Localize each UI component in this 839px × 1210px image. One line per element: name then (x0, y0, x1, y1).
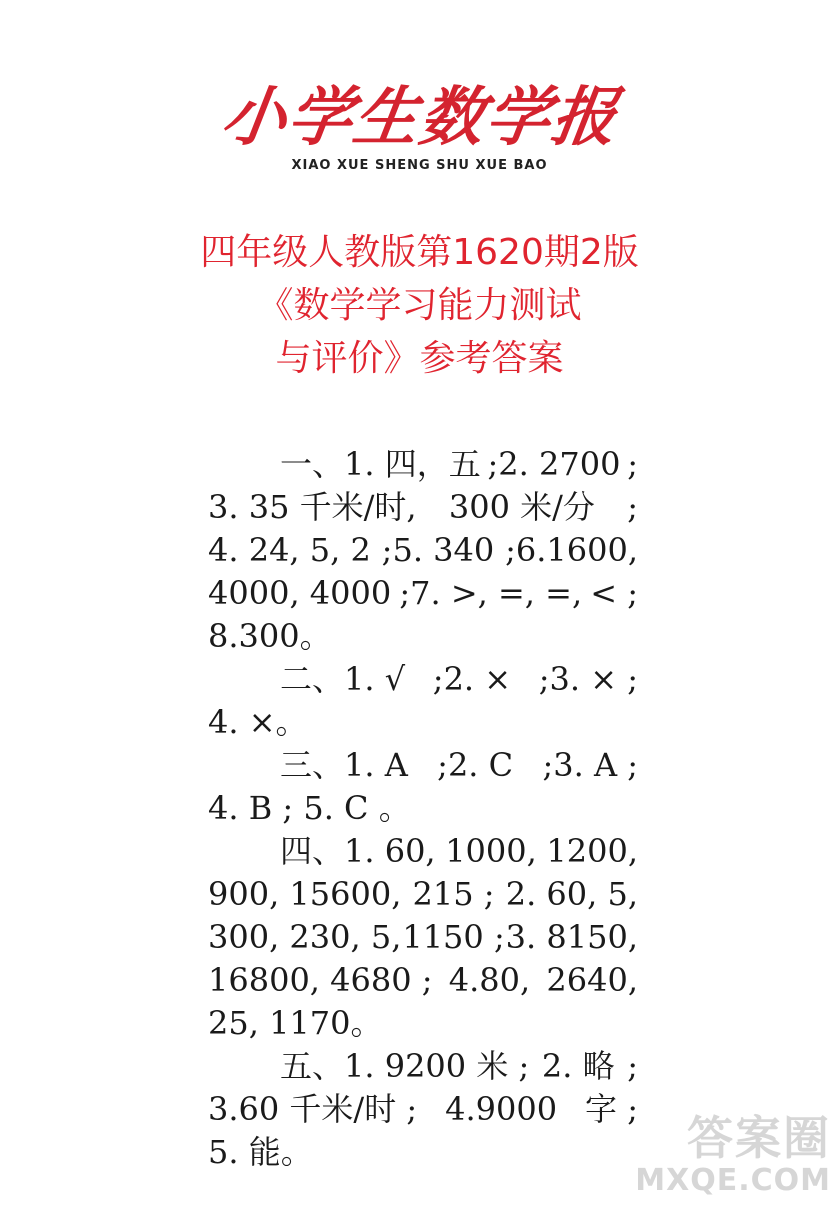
answer-line (208, 1131, 638, 1174)
answer-segment: 2640, (546, 961, 638, 999)
answer-line (208, 615, 638, 658)
answer-line (208, 744, 638, 787)
answer-line (208, 787, 638, 830)
answer-segment: 五、1. 9200 米 ; (280, 1047, 530, 1085)
masthead (0, 82, 839, 174)
answer-segment: 3. 8150, (505, 918, 638, 956)
answer-line (208, 486, 638, 529)
answer-segment: 1150 ; (402, 918, 505, 956)
answer-segment: 2. 略 (541, 1047, 615, 1085)
answer-segment: 8.300。 (208, 617, 332, 655)
answer-segment: 25, 1170。 (208, 1004, 383, 1042)
heading-line-1: 四年级人教版第1620期2版 (200, 232, 639, 273)
answer-line (208, 959, 638, 1002)
answer-segment: ;3. × ; (538, 660, 638, 698)
answer-segment: 4000, 4000 (208, 574, 392, 612)
answer-segment: 4.9000 (445, 1090, 558, 1128)
answer-segment: 2. 60, 5, (505, 875, 638, 913)
answer-segment: ; (627, 445, 638, 483)
answer-line (208, 916, 638, 959)
answer-segment: ;7. >, =, =, (399, 574, 583, 612)
answer-line (208, 572, 638, 615)
answer-segment: 900, 15600, (208, 875, 402, 913)
answer-line (208, 1088, 638, 1131)
answer-segment: 215 ; (412, 875, 495, 913)
answer-segment: 4.80, (448, 961, 531, 999)
answer-segment: ;2. × (432, 660, 512, 698)
answer-segment: ;2. 2700 (487, 445, 621, 483)
answer-segment: ;6.1600, (505, 531, 638, 569)
answer-segment: ; (627, 1047, 638, 1085)
watermark-url: MXQE.COM (635, 1163, 831, 1198)
answer-segment: 5. 能。 (208, 1133, 313, 1171)
answer-segment: ;5. 340 (381, 531, 495, 569)
answer-line (208, 1002, 638, 1045)
answer-segment: 三、1. A (280, 746, 408, 784)
answer-segment: 300 米/分 (448, 488, 595, 526)
heading-line-3: 与评价》参考答案 (275, 338, 564, 379)
answer-segment: 一、1. 四，五 (280, 445, 481, 483)
answer-heading (0, 226, 839, 385)
answer-segment: 字 ; (585, 1090, 638, 1128)
answer-segment: 1200, (546, 832, 638, 870)
answer-segment: < ; (590, 574, 638, 612)
answer-segment: ;2. C (437, 746, 514, 784)
answer-line (208, 443, 638, 486)
answer-segment: 16800, 4680 ; (208, 961, 433, 999)
answer-segment: 4. ×。 (208, 703, 308, 741)
answer-line (208, 529, 638, 572)
answer-segment: ; (627, 488, 638, 526)
answer-line (208, 658, 638, 701)
answer-segment: 四、1. 60, (280, 832, 436, 870)
answer-segment: 3. 35 千米/时, (208, 488, 417, 526)
answer-segment: 300, 230, 5, (208, 918, 402, 956)
masthead-title: 小学生数学报 (216, 80, 623, 155)
masthead-pinyin: XIAO XUE SHENG SHU XUE BAO (291, 158, 548, 173)
answer-segment: ;3. A ; (542, 746, 638, 784)
answer-line (208, 830, 638, 873)
answer-segment: 1000, (445, 832, 537, 870)
answer-segment: 4. B ; 5. C 。 (208, 789, 411, 827)
answer-line (208, 1045, 638, 1088)
answer-body (208, 443, 638, 1174)
watermark (635, 1112, 831, 1198)
answer-segment: 3.60 千米/时 ; (208, 1090, 418, 1128)
watermark-logo-text: 答案圈 (687, 1111, 831, 1165)
answer-line (208, 701, 638, 744)
answer-line (208, 873, 638, 916)
answer-segment: 4. 24, 5, 2 (208, 531, 371, 569)
answer-segment: 二、1. √ (280, 660, 406, 698)
heading-line-2: 《数学学习能力测试 (257, 285, 582, 326)
